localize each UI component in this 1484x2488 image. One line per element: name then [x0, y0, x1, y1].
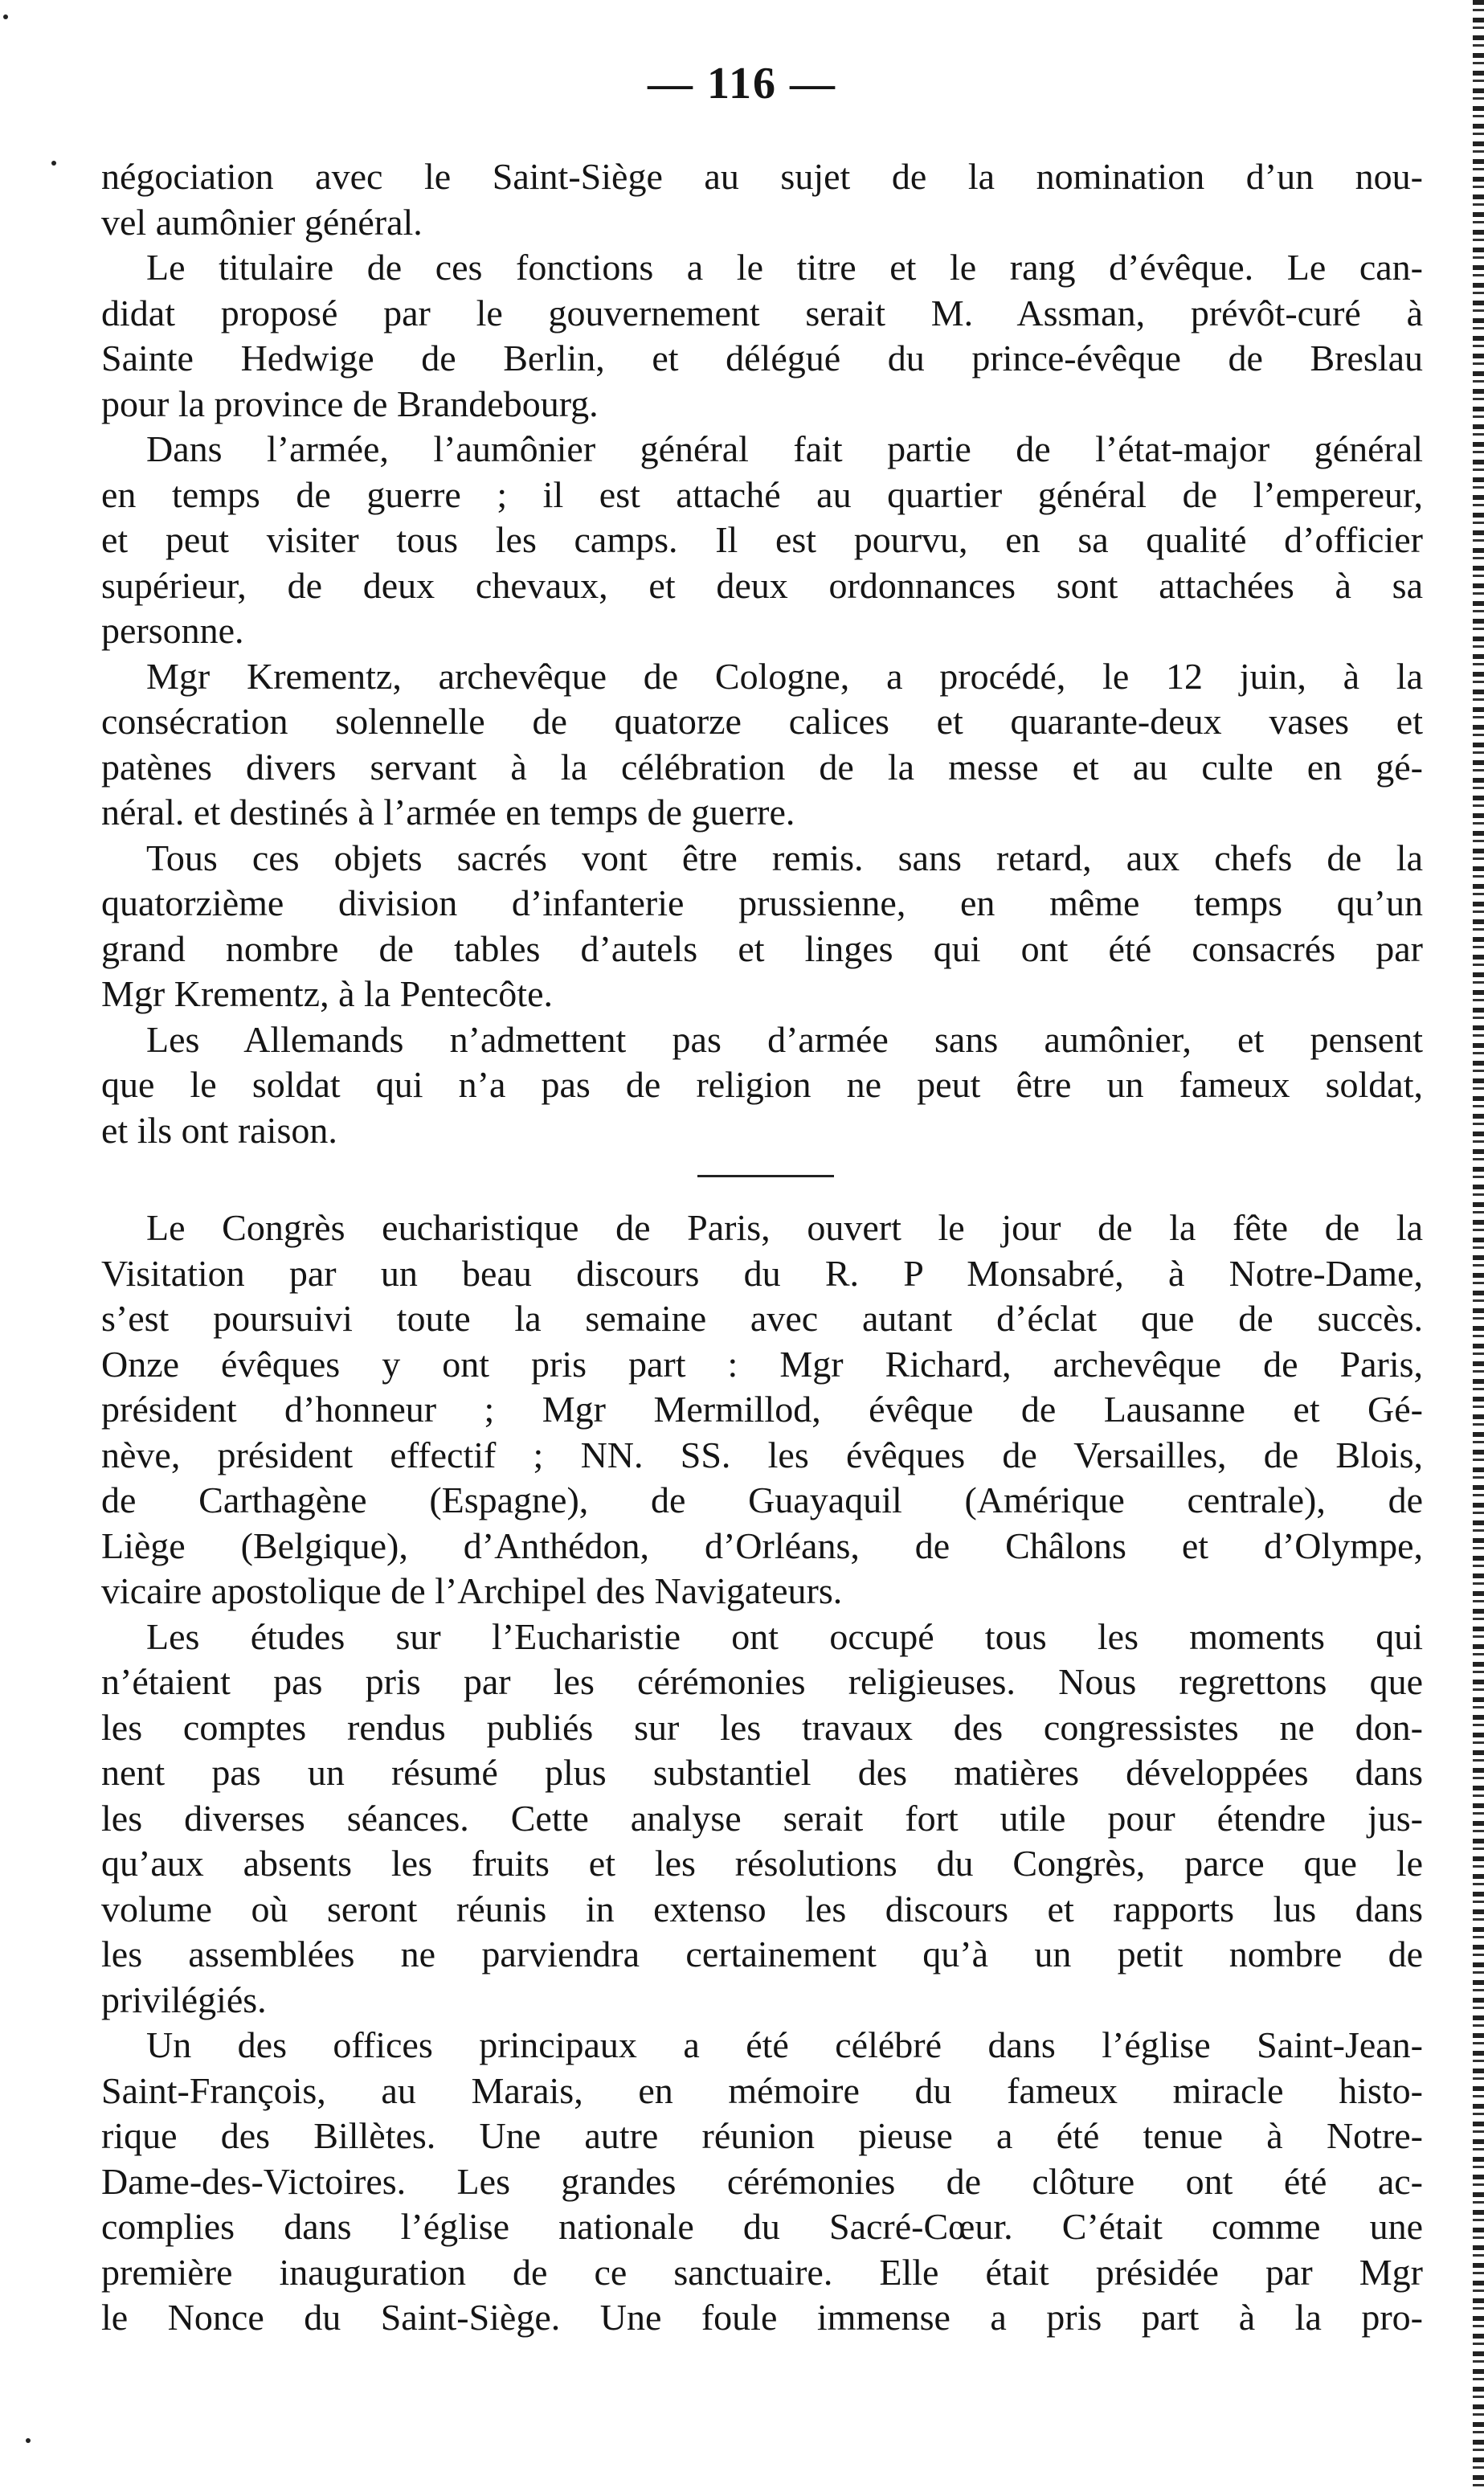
text-line: Le Congrès eucharistique de Paris, ouvert le jour de la fête de la	[146, 1207, 1423, 1248]
text-line: privilégiés.	[101, 1979, 267, 2020]
text-line: vel aumônier général.	[101, 201, 423, 243]
section-divider	[697, 1175, 834, 1177]
text-line: Dame-des-Victoires. Les grandes cérémonies de clôture ont été ac-	[101, 2160, 1423, 2202]
text-line: didat proposé par le gouvernement serait M. Assman, prévôt-curé à	[101, 292, 1423, 334]
text-line: n’étaient pas pris par les cérémonies religieuses. Nous regrettons que	[101, 1661, 1423, 1702]
text-line: Sainte Hedwige de Berlin, et délégué du prince-évêque de Breslau	[101, 338, 1423, 379]
text-line: complies dans l’église nationale du Sacré-Cœur. C’était comme une	[101, 2206, 1423, 2247]
text-line: supérieur, de deux chevaux, et deux ordonnances sont attachées à sa	[101, 564, 1423, 606]
text-line: et ils ont raison.	[101, 1109, 337, 1151]
text-line: Le titulaire de ces fonctions a le titre et le rang d’évêque. Le can-	[146, 247, 1423, 288]
text-line: consécration solennelle de quatorze calices et quarante-deux vases et	[101, 701, 1423, 742]
text-line: vicaire apostolique de l’Archipel des Navigateurs.	[101, 1570, 843, 1611]
text-line: négociation avec le Saint-Siège au sujet de la nomination d’un nou-	[101, 156, 1423, 197]
text-line: Saint-François, au Marais, en mémoire du fameux miracle histo-	[101, 2069, 1423, 2111]
text-line: Les études sur l’Eucharistie ont occupé tous les moments qui	[146, 1615, 1423, 1657]
text-line: quatorzième division d’infanterie prussienne, en même temps qu’un	[101, 882, 1423, 923]
text-line: personne.	[101, 610, 244, 651]
text-line: grand nombre de tables d’autels et linges qui ont été consacrés par	[101, 927, 1423, 969]
text-line: Dans l’armée, l’aumônier général fait partie de l’état-major général	[146, 428, 1423, 469]
margin-speck	[3, 14, 8, 19]
page-number: — 116 —	[648, 59, 836, 108]
text-line: nent pas un résumé plus substantiel des matières développées dans	[101, 1752, 1423, 1793]
text-line: s’est poursuivi toute la semaine avec autant d’éclat que de succès.	[101, 1298, 1423, 1339]
text-line: rique des Billètes. Une autre réunion pieuse a été tenue à Notre-	[101, 2115, 1423, 2156]
text-line: Visitation par un beau discours du R. P Monsabré, à Notre-Dame,	[101, 1252, 1423, 1294]
text-line: les diverses séances. Cette analyse serait fort utile pour étendre jus-	[101, 1797, 1423, 1839]
text-line: pour la province de Brandebourg.	[101, 383, 599, 424]
text-line: nève, président effectif ; NN. SS. les évêques de Versailles, de Blois,	[101, 1434, 1423, 1475]
text-line: en temps de guerre ; il est attaché au quartier général de l’empereur,	[101, 473, 1423, 515]
text-line: Liège (Belgique), d’Anthédon, d’Orléans, de Châlons et d’Olympe,	[101, 1524, 1423, 1566]
text-line: Onze évêques y ont pris part : Mgr Richard, archevêque de Paris,	[101, 1343, 1423, 1385]
article-text-1	[101, 154, 1423, 1153]
text-line: volume où seront réunis in extenso les discours et rapports lus dans	[101, 1888, 1423, 1929]
text-line: et peut visiter tous les camps. Il est pourvu, en sa qualité d’officier	[101, 519, 1423, 560]
text-line: qu’aux absents les fruits et les résolutions du Congrès, parce que le	[101, 1843, 1423, 1884]
text-line: patènes divers servant à la célébration de la messe et au culte en gé-	[101, 746, 1423, 788]
text-line: les assemblées ne parviendra certainement qu’à un petit nombre de	[101, 1934, 1423, 1974]
text-line: président d’honneur ; Mgr Mermillod, évêque de Lausanne et Gé-	[101, 1389, 1423, 1430]
text-line: Mgr Krementz, à la Pentecôte.	[101, 973, 553, 1014]
text-line: néral. et destinés à l’armée en temps de guerre.	[101, 792, 795, 833]
text-line: les comptes rendus publiés sur les travaux des congressistes ne don-	[101, 1706, 1423, 1748]
text-line: de Carthagène (Espagne), de Guayaquil (Amérique centrale), de	[101, 1479, 1423, 1520]
text-line: Un des offices principaux a été célébré dans l’église Saint-Jean-	[146, 2024, 1423, 2065]
article-text-2	[101, 1205, 1423, 2341]
text-line: Tous ces objets sacrés vont être remis. sans retard, aux chefs de la	[146, 837, 1423, 878]
margin-speck	[51, 161, 56, 166]
margin-speck	[26, 2438, 31, 2443]
text-line: que le soldat qui n’a pas de religion ne peut être un fameux soldat,	[101, 1064, 1423, 1105]
text-line: le Nonce du Saint-Siège. Une foule immense a pris part à la pro-	[101, 2297, 1423, 2338]
text-line: Mgr Krementz, archevêque de Cologne, a procédé, le 12 juin, à la	[146, 655, 1423, 697]
text-line: première inauguration de ce sanctuaire. Elle était présidée par Mgr	[101, 2251, 1423, 2293]
scan-edge-shadow	[1473, 0, 1484, 2488]
text-line: Les Allemands n’admettent pas d’armée sans aumônier, et pensent	[146, 1018, 1423, 1060]
